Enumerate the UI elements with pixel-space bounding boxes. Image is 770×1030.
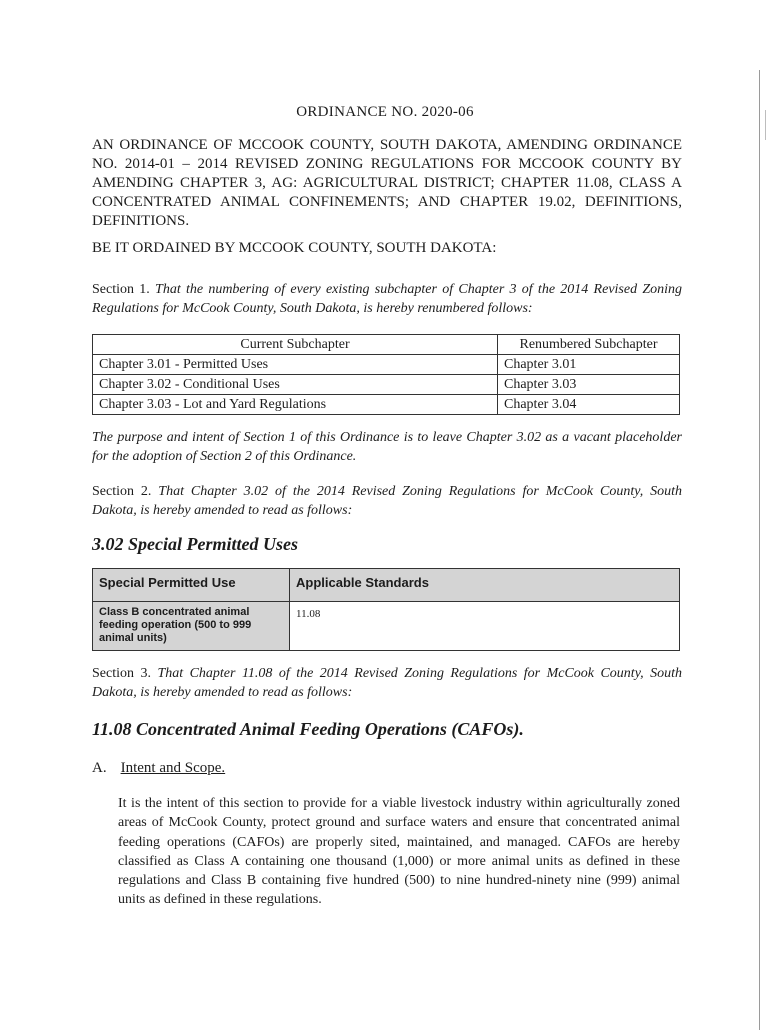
section-2-text: That Chapter 3.02 of the 2014 Revised Zoning Regulations for McCook County, South Dakota, is hereby amended to read as follows:: [92, 484, 682, 518]
subsection-a-heading: [92, 760, 225, 777]
section-3-paragraph: [92, 664, 682, 702]
ordained-clause: BE IT ORDAINED BY MCCOOK COUNTY, SOUTH DAKOTA:: [92, 240, 497, 256]
special-permitted-use-table: [92, 568, 680, 651]
section-1-label: Section 1.: [92, 282, 150, 297]
section-1-paragraph: [92, 280, 682, 318]
table-cell: Chapter 3.03 - Lot and Yard Regulations: [93, 395, 498, 415]
section-3-text: That Chapter 11.08 of the 2014 Revised Zoning Regulations for McCook County, South Dakota, is hereby amended to read as follows:: [92, 666, 682, 700]
renumber-table: [92, 334, 680, 415]
table-row: [93, 355, 680, 375]
ordinance-preamble: AN ORDINANCE OF MCCOOK COUNTY, SOUTH DAKOTA, AMENDING ORDINANCE NO. 2014-01 – 2014 REVISED ZONING REGULATIONS FOR MCCOOK COUNTY BY AMENDING CHAPTER 3, AG: AGRICULTURAL DISTRICT; CHAPTER 11.08, CLASS A CONCENTRATED ANIMAL CONFINEMENTS; AND CHAPTER 19.02, DEFINITIONS, DEFINITIONS.: [92, 137, 682, 229]
header-renumbered-subchapter: Renumbered Subchapter: [498, 335, 680, 355]
intent-and-scope-paragraph: It is the intent of this section to provide for a viable livestock industry within agriculturally zoned areas of McCook County, protect ground and surface waters and ensure that concentrated animal feeding operations (CAFOs) are properly sited, maintained, and managed. CAFOs are hereby classified as Class A containing one thousand (1,000) or more animal units as defined in these regulations and Class B containing five hundred (500) to nine hundred-ninety nine (999) animal units as defined in these regulations.: [118, 796, 680, 908]
table-cell: Chapter 3.01: [498, 355, 680, 375]
heading-11-08: 11.08 Concentrated Animal Feeding Operations (CAFOs).: [92, 719, 524, 739]
table-cell: Class B concentrated animal feeding operation (500 to 999 animal units): [93, 602, 290, 651]
table-cell: Chapter 3.02 - Conditional Uses: [93, 375, 498, 395]
ordinance-title: ORDINANCE NO. 2020-06: [296, 104, 474, 120]
table-header-row: [93, 569, 680, 602]
table-cell: Chapter 3.04: [498, 395, 680, 415]
header-special-permitted-use: Special Permitted Use: [93, 569, 290, 602]
purpose-paragraph: The purpose and intent of Section 1 of this Ordinance is to leave Chapter 3.02 as a vacant placeholder for the adoption of Section 2 of this Ordinance.: [92, 430, 682, 464]
section-2-label: Section 2.: [92, 484, 152, 499]
table-row: [93, 602, 680, 651]
section-2-paragraph: [92, 482, 682, 520]
subsection-a-letter: A.: [92, 760, 107, 776]
header-current-subchapter: Current Subchapter: [93, 335, 498, 355]
table-cell: Chapter 3.01 - Permitted Uses: [93, 355, 498, 375]
table-cell: Chapter 3.03: [498, 375, 680, 395]
header-applicable-standards: Applicable Standards: [290, 569, 680, 602]
page-edge-line: [759, 70, 760, 1030]
subsection-a-title: Intent and Scope.: [120, 760, 226, 776]
table-cell: 11.08: [290, 602, 680, 651]
section-3-label: Section 3.: [92, 666, 151, 681]
table-row: [93, 375, 680, 395]
section-1-text: That the numbering of every existing subchapter of Chapter 3 of the 2014 Revised Zoning Regulations for McCook County, South Dakota, is hereby renumbered follows:: [92, 282, 683, 316]
table-row: [93, 395, 680, 415]
table-header-row: [93, 335, 680, 355]
heading-3-02: 3.02 Special Permitted Uses: [92, 534, 298, 554]
